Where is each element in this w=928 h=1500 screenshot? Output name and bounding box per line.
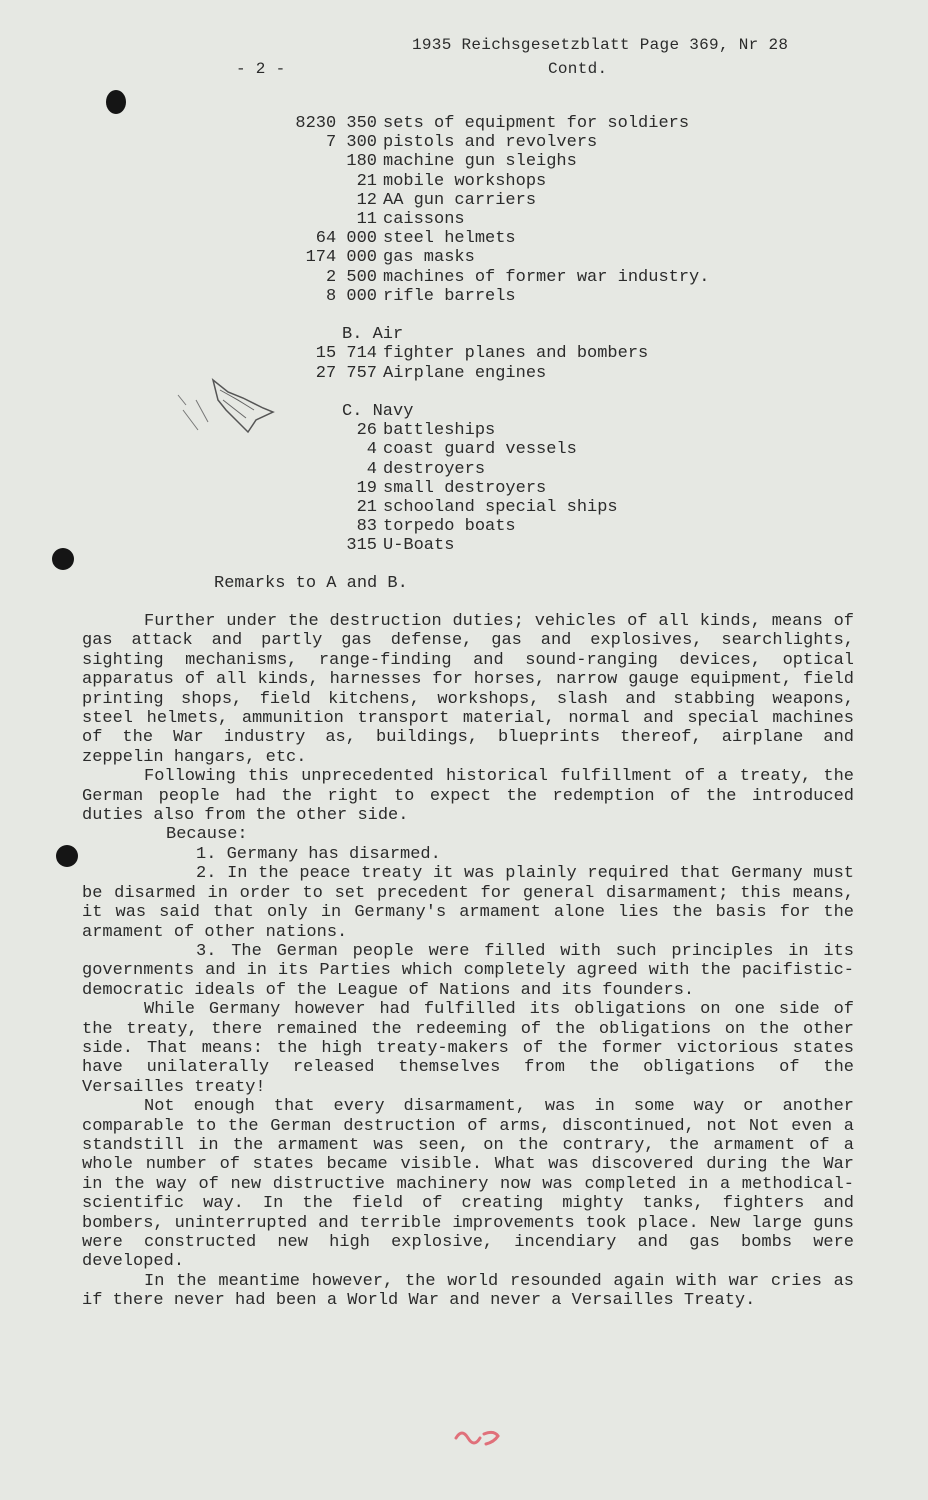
inventory-qty: 21: [356, 171, 377, 191]
paragraph-rearmament: Not enough that every disarmament, was in some way or another comparable to the German destruction of arms, discontinued, not Not even a standstill in the armament was seen, on the contrary, the armament of a whole number of states became visible. What was discovered during the War in the way of new distructive machinery now was completed in a methodical-scientific way. In the field of creating mighty tanks, fighters and bombers, uninterrupted and terrible improvements took place. New large guns were constructed new high explosive, incendiary and gas bombs were developed.: [82, 1097, 854, 1272]
inventory-row: [280, 536, 709, 555]
inventory-row: [280, 152, 709, 171]
inventory-item: steel helmets: [383, 229, 516, 249]
paragraph-expectation: Following this unprecedented historical fulfillment of a treaty, the German people had the right to expect the redemption of the introduced duties also from the other side.: [82, 767, 854, 826]
inventory-row: [280, 210, 709, 229]
inventory-qty: 7 300: [325, 133, 377, 153]
reason-item-1: 1. Germany has disarmed.: [196, 844, 441, 864]
inventory-item: mobile workshops: [383, 171, 547, 191]
inventory-row: [280, 133, 709, 152]
red-ink-mark: [450, 1424, 510, 1452]
paragraph-obligations: While Germany however had fulfilled its obligations on one side of the treaty, there remained the redeeming of the obligations on the other side. That means: the high treaty-makers of the former victorious states have unilaterally released themselves from the obligations of the Versailles treaty!: [82, 1000, 854, 1097]
reason-item-3: 3. The German people were filled with such principles in its governments and in its Parties which completely agreed with the pacifistic-democratic ideals of the League of Nations and its founders.: [82, 941, 854, 1000]
citation: 1935 Reichsgesetzblatt Page 369, Nr 28: [412, 36, 789, 54]
page-marker: - 2 -: [236, 60, 286, 78]
inventory-item: sets of equipment for soldiers: [383, 114, 690, 133]
punch-hole-mark: [52, 548, 74, 570]
inventory-item: fighter planes and bombers: [383, 344, 649, 364]
inventory-qty: 21: [356, 498, 377, 518]
inventory-row: [280, 421, 709, 440]
paragraph-destruction: Further under the destruction duties; vehicles of all kinds, means of gas attack and partly gas defense, gas and explosives, searchlights, sighting mechanisms, range-finding and sound-ranging devices, optical apparatus of all kinds, harnesses for horses, narrow gauge equipment, field printing shops, field kitchens, workshops, slash and stabbing weapons, steel helmets, ammunition transport material, normal and special machines of the War industry as, buildings, blueprints thereof, airplane and zeppelin hangars, etc.: [82, 612, 854, 767]
inventory-qty: 83: [356, 517, 377, 537]
paragraph-war-cries: In the meantime however, the world resounded again with war cries as if there never had been a World War and never a Versailles Treaty.: [82, 1271, 854, 1311]
inventory-item: coast guard vessels: [383, 440, 577, 460]
inventory-row: [280, 268, 709, 287]
inventory-qty: 174 000: [305, 248, 377, 268]
inventory-item: AA gun carriers: [383, 190, 537, 210]
inventory-item: U-Boats: [383, 536, 455, 556]
inventory-qty: 26: [356, 421, 377, 441]
inventory-row: [280, 248, 709, 267]
inventory-qty: 15 714: [315, 344, 377, 364]
inventory-row: [280, 172, 709, 191]
inventory-item: machine gun sleighs: [383, 152, 577, 172]
inventory-item: destroyers: [383, 459, 486, 479]
inventory-qty: 180: [346, 152, 377, 172]
inventory-qty: 8 000: [325, 286, 377, 306]
reason-item-2: 2. In the peace treaty it was plainly required that Germany must be disarmed in order to set precedent for general disarmament; this means, it was said that only in Germany's armament alone lies the basis for the armament of other nations.: [82, 864, 854, 942]
inventory-qty: 27 757: [315, 363, 377, 383]
inventory-item: battleships: [383, 421, 496, 441]
inventory-row: [280, 114, 709, 133]
inventory-row: [280, 440, 709, 459]
inventory-qty: 19: [356, 478, 377, 498]
inventory-row: [280, 191, 709, 210]
navy-heading: C. Navy: [342, 402, 414, 422]
navy-section: [280, 421, 709, 555]
body-text: [82, 612, 854, 1311]
inventory-qty: 11: [356, 210, 377, 230]
punch-hole-mark: [56, 845, 78, 867]
inventory-row: [280, 517, 709, 536]
because-label: Because:: [166, 825, 248, 845]
inventory-item: torpedo boats: [383, 517, 516, 537]
inventory-item: gas masks: [383, 248, 475, 268]
inventory-row: [280, 498, 709, 517]
inventory-item: machines of former war industry.: [383, 267, 710, 287]
inventory-item: schooland special ships: [383, 498, 618, 518]
inventory-row: [280, 364, 709, 383]
inventory-row: [280, 229, 709, 248]
remarks-heading: Remarks to A and B.: [214, 574, 408, 593]
inventory-item: small destroyers: [383, 478, 547, 498]
inventory-qty: 8230 350: [295, 114, 377, 133]
contd-label: Contd.: [548, 60, 608, 78]
air-section: [280, 344, 709, 382]
inventory-item: Airplane engines: [383, 363, 547, 383]
inventory-qty: 12: [356, 190, 377, 210]
air-heading: B. Air: [342, 325, 404, 345]
inventory-qty: 2 500: [325, 267, 377, 287]
inventory-row: [280, 479, 709, 498]
inventory-item: rifle barrels: [383, 286, 516, 306]
inventory-qty: 4: [366, 459, 377, 479]
punch-hole-mark: [106, 90, 126, 114]
inventory-list: [280, 114, 709, 556]
inventory-row: [280, 344, 709, 363]
inventory-row: [280, 460, 709, 479]
inventory-row: [280, 287, 709, 306]
pencil-scribble: [168, 370, 283, 445]
inventory-qty: 4: [366, 440, 377, 460]
inventory-qty: 315: [346, 536, 377, 556]
inventory-item: caissons: [383, 210, 465, 230]
inventory-item: pistols and revolvers: [383, 133, 598, 153]
inventory-qty: 64 000: [315, 229, 377, 249]
land-section: [280, 114, 709, 306]
